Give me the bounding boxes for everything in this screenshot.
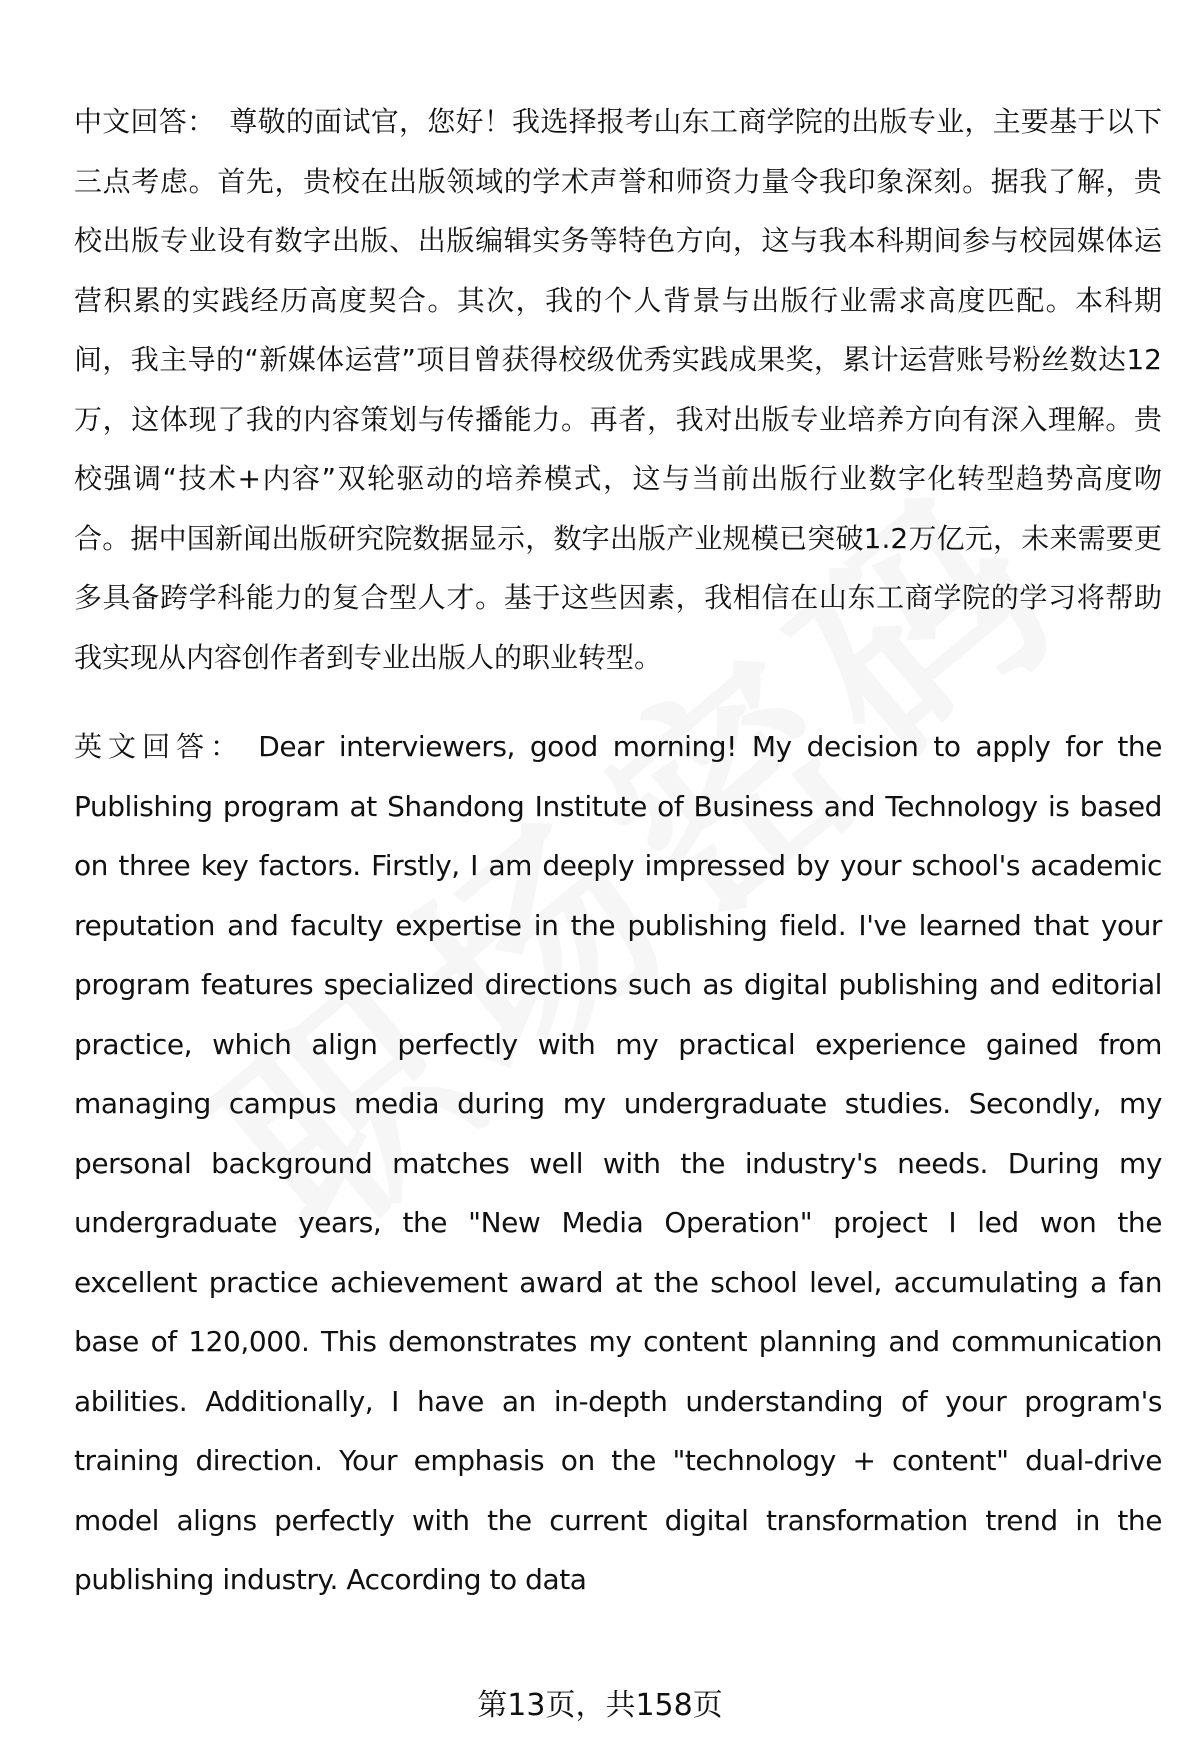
page-indicator: 第13页，共158页 <box>477 1688 723 1723</box>
chinese-answer-label: 中文回答： <box>74 105 216 138</box>
english-answer-paragraph <box>74 717 1162 1610</box>
english-answer-text: Dear interviewers, good morning! My decision to apply for the Publishing program at Shandong Institute of Business and Technology is based on three key factors. Firstly, I am deeply impressed by your school's academic reputation and faculty expertise in the publishing field. I've learned that your program features specialized directions such as digital publishing and editorial practice, which align perfectly with my practical experience gained from managing campus media during my undergraduate studies. Secondly, my personal background matches well with the industry's needs. During my undergraduate years, the "New Media Operation" project I led won the excellent practice achievement award at the school level, accumulating a fan base of 120,000. This demonstrates my content planning and communication abilities. Additionally, I have an in-depth understanding of your program's training direction. Your emphasis on the "technology + content" dual-drive model aligns perfectly with the current digital transformation trend in the publishing industry. According to data <box>74 730 1162 1596</box>
document-body <box>74 92 1162 1640</box>
english-answer-label: 英文回答： <box>74 730 245 763</box>
chinese-answer-paragraph <box>74 92 1162 687</box>
chinese-answer-text: 尊敬的面试官，您好！我选择报考山东工商学院的出版专业，主要基于以下三点考虑。首先，贵校在出版领域的学术声誉和师资力量令我印象深刻。据我了解，贵校出版专业设有数字出版、出版编辑实务等特色方向，这与我本科期间参与校园媒体运营积累的实践经历高度契合。其次，我的个人背景与出版行业需求高度匹配。本科期间，我主导的“新媒体运营”项目曾获得校级优秀实践成果奖，累计运营账号粉丝数达12万，这体现了我的内容策划与传播能力。再者，我对出版专业培养方向有深入理解。贵校强调“技术+内容”双轮驱动的培养模式，这与当前出版行业数字化转型趋势高度吻合。据中国新闻出版研究院数据显示，数字出版产业规模已突破1.2万亿元，未来需要更多具备跨学科能力的复合型人才。基于这些因素，我相信在山东工商学院的学习将帮助我实现从内容创作者到专业出版人的职业转型。 <box>74 105 1162 674</box>
